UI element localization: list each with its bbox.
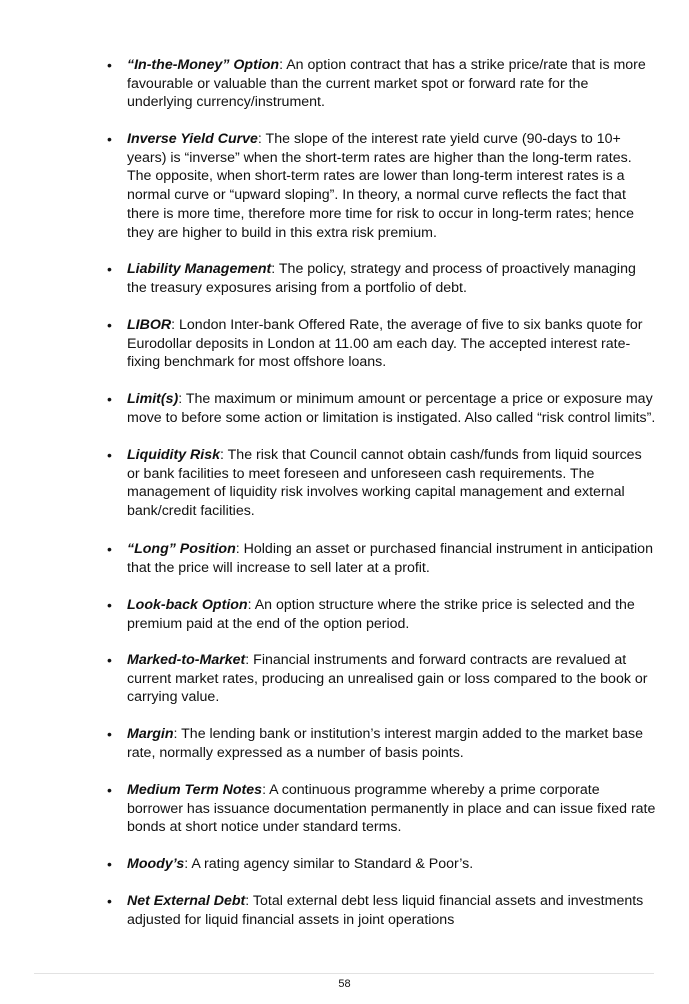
glossary-term: Marked-to-Market bbox=[127, 652, 246, 668]
glossary-term: Moody’s bbox=[127, 856, 185, 872]
definition-line: premium paid at the end of the option period. bbox=[127, 615, 410, 632]
definition-text: : The policy, strategy and process of proactively managing bbox=[271, 261, 636, 277]
definition-line: years) is “inverse” when the short-term rates are higher than the long-term rates. bbox=[127, 149, 632, 166]
definition-text: : A continuous programme whereby a prime corporate bbox=[262, 782, 600, 798]
entry-text bbox=[127, 130, 667, 242]
definition-text: : The slope of the interest rate yield curve (90-days to 10+ bbox=[257, 131, 621, 147]
definition-line: that the price will increase to sell later at a profit. bbox=[127, 559, 430, 576]
glossary-term: Inverse Yield Curve bbox=[127, 131, 258, 147]
definition-text: : The risk that Council cannot obtain cash/funds from liquid sources bbox=[220, 447, 642, 463]
entry-text bbox=[127, 316, 667, 372]
definition-line: or bank facilities to meet foreseen and unforeseen cash requirements. The bbox=[127, 465, 595, 482]
glossary-term: Look-back Option bbox=[127, 597, 248, 613]
bullet-icon: • bbox=[107, 597, 112, 613]
definition-line: The opposite, when short-term rates are lower than long-term interest rates is a bbox=[127, 168, 625, 185]
page-number: 58 bbox=[338, 978, 351, 990]
bullet-icon: • bbox=[107, 893, 112, 909]
definition-line: the treasury exposures arising from a portfolio of debt. bbox=[127, 279, 467, 296]
bullet-icon: • bbox=[107, 447, 112, 463]
entry-text bbox=[127, 56, 667, 112]
bullet-icon: • bbox=[107, 856, 112, 872]
entry-text bbox=[127, 540, 667, 577]
glossary-term: Limit(s) bbox=[127, 391, 179, 407]
definition-line: they are higher to build in this extra risk premium. bbox=[127, 224, 437, 241]
bullet-icon: • bbox=[107, 261, 112, 277]
entry-text bbox=[127, 651, 667, 707]
definition-line: move to before some action or limitation is instigated. Also called “risk control limits”. bbox=[127, 409, 656, 426]
glossary-term: LIBOR bbox=[127, 317, 172, 333]
definition-text: : The maximum or minimum amount or percentage a price or exposure may bbox=[178, 391, 653, 407]
glossary-term: Liquidity Risk bbox=[127, 447, 221, 463]
glossary-term: “In-the-Money” Option bbox=[127, 57, 280, 73]
definition-line: bonds at short notice under standard terms. bbox=[127, 819, 402, 836]
entry-text bbox=[127, 596, 667, 633]
bullet-icon: • bbox=[107, 652, 112, 668]
definition-text: : London Inter-bank Offered Rate, the average of five to six banks quote for bbox=[171, 317, 643, 333]
glossary-term: “Long” Position bbox=[127, 541, 236, 557]
definition-line: bank/credit facilities. bbox=[127, 503, 255, 520]
definition-line: favourable or valuable than the current market spot or forward rate for the bbox=[127, 75, 589, 92]
definition-line: adjusted for liquid financial assets in joint operations bbox=[127, 911, 455, 928]
definition-text: : A rating agency similar to Standard & Poor’s. bbox=[184, 856, 474, 872]
bullet-icon: • bbox=[107, 131, 112, 147]
definition-line: Eurodollar deposits in London at 11.00 am each day. The accepted interest rate- bbox=[127, 335, 631, 352]
definition-line: carrying value. bbox=[127, 689, 220, 706]
definition-text: : Total external debt less liquid financial assets and investments bbox=[245, 893, 644, 909]
entry-text bbox=[127, 260, 667, 297]
definition-line: fixing benchmark for most offshore loans. bbox=[127, 354, 387, 371]
definition-text: : An option contract that has a strike price/rate that is more bbox=[279, 57, 646, 73]
definition-text: : The lending bank or institution’s interest margin added to the market base bbox=[173, 726, 644, 742]
definition-text: : Financial instruments and forward contracts are revalued at bbox=[245, 652, 627, 668]
entry-text bbox=[127, 892, 667, 929]
definition-line: there is more time, therefore more time for risk to occur in long-term rates; hence bbox=[127, 205, 634, 222]
bullet-icon: • bbox=[107, 541, 112, 557]
bullet-icon: • bbox=[107, 726, 112, 742]
footer-divider bbox=[34, 973, 654, 974]
definition-line: management of liquidity risk involves working capital management and external bbox=[127, 484, 625, 501]
definition-line: underlying currency/instrument. bbox=[127, 94, 325, 111]
definition-line: current market rates, producing an unrealised gain or loss compared to the book or bbox=[127, 670, 648, 687]
definition-text: : Holding an asset or purchased financial instrument in anticipation bbox=[235, 541, 653, 557]
bullet-icon: • bbox=[107, 391, 112, 407]
entry-text bbox=[127, 446, 667, 521]
definition-line: rate, normally expressed as a number of basis points. bbox=[127, 744, 464, 761]
definition-text: : An option structure where the strike price is selected and the bbox=[247, 597, 635, 613]
glossary-term: Liability Management bbox=[127, 261, 272, 277]
glossary-term: Medium Term Notes bbox=[127, 782, 263, 798]
entry-text bbox=[127, 855, 667, 874]
entry-text bbox=[127, 390, 667, 427]
definition-line: borrower has issuance documentation permanently in place and can issue fixed rate bbox=[127, 800, 656, 817]
entry-text bbox=[127, 725, 667, 762]
entry-text bbox=[127, 781, 667, 837]
definition-line: normal curve or “upward sloping”. In theory, a normal curve reflects the fact that bbox=[127, 187, 626, 204]
bullet-icon: • bbox=[107, 317, 112, 333]
glossary-term: Margin bbox=[127, 726, 174, 742]
bullet-icon: • bbox=[107, 57, 112, 73]
bullet-icon: • bbox=[107, 782, 112, 798]
glossary-term: Net External Debt bbox=[127, 893, 246, 909]
